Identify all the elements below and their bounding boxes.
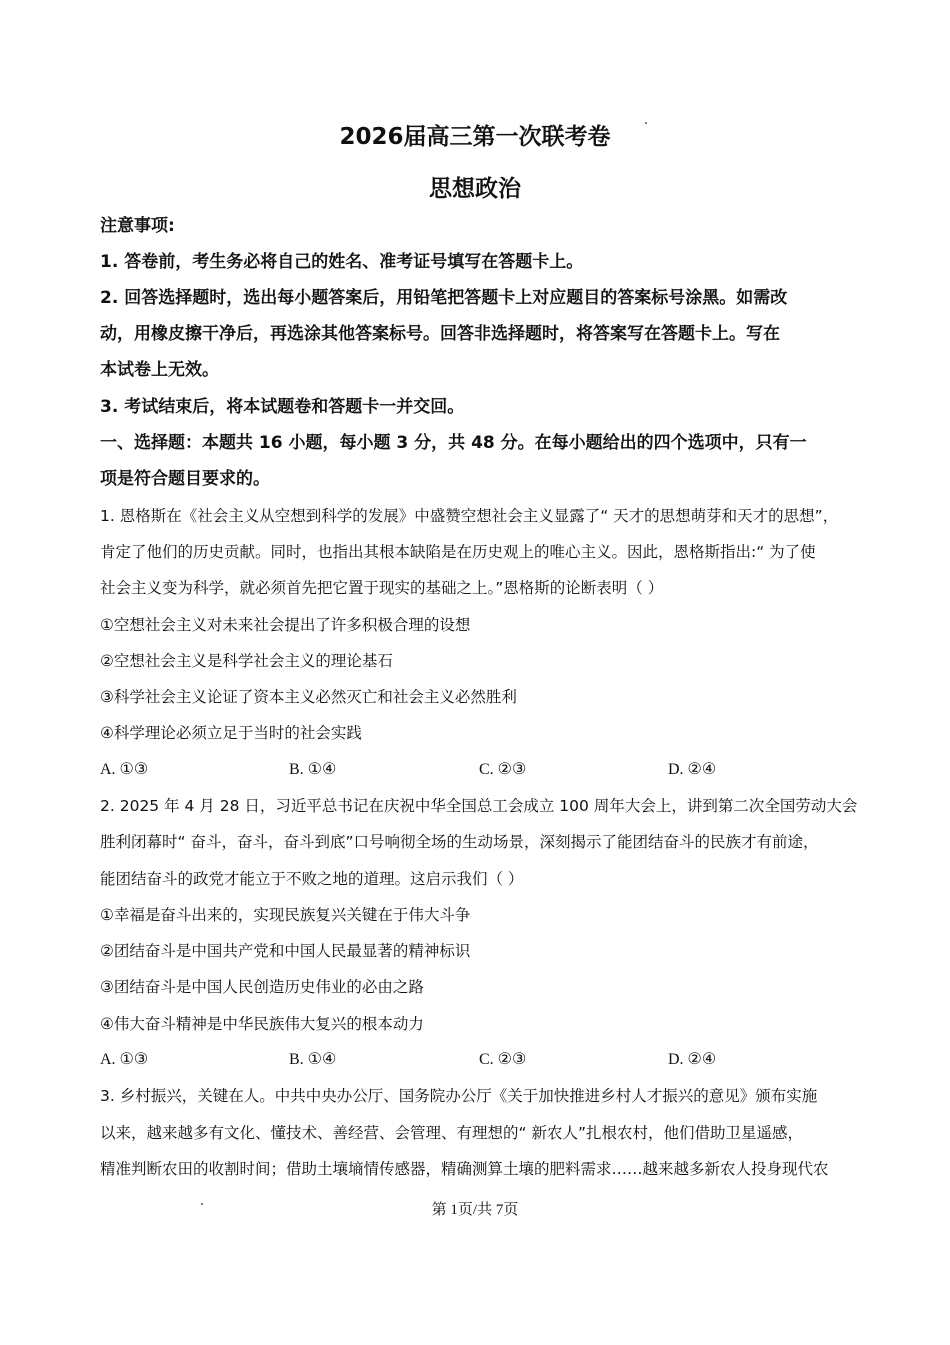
page-number: 第 1页/共 7页 — [431, 1202, 519, 1218]
q2-statement-4: ④伟大奋斗精神是中华民族伟大复兴的根本动力 — [100, 1015, 424, 1033]
section-heading-line-2: 项是符合题目要求的。 — [100, 469, 270, 489]
exam-title: 2026届高三第一次联考卷 — [339, 124, 611, 150]
speck-mark — [645, 122, 647, 124]
q2-stem-line-3: 能团结奋斗的政党才能立于不败之地的道理。这启示我们（ ） — [100, 870, 524, 888]
q2-stem-line-2: 胜利闭幕时“ 奋斗，奋斗，奋斗到底”口号响彻全场的生动场景，深刻揭示了能团结奋斗的民族才有前途， — [100, 833, 819, 851]
notice-item-1: 1. 答卷前，考生务必将自己的姓名、准考证号填写在答题卡上。 — [100, 252, 584, 272]
q1-option-b: B. ①④ — [289, 761, 337, 778]
q2-option-a: A. ①③ — [100, 1051, 149, 1068]
q1-statement-2: ②空想社会主义是科学社会主义的理论基石 — [100, 652, 393, 670]
notice-item-2-line-3: 本试卷上无效。 — [100, 360, 219, 380]
q2-statement-1: ①幸福是奋斗出来的，实现民族复兴关键在于伟大斗争 — [100, 906, 471, 924]
q2-statement-3: ③团结奋斗是中国人民创造历史伟业的必由之路 — [100, 978, 424, 996]
q2-option-d: D. ②④ — [668, 1051, 717, 1068]
q3-stem-line-1: 3. 乡村振兴，关键在人。中共中央办公厅、国务院办公厅《关于加快推进乡村人才振兴的意见》颁布实施 — [100, 1087, 818, 1105]
notice-heading: 注意事项: — [100, 216, 175, 236]
subject-title: 思想政治 — [429, 176, 521, 202]
q1-option-c: C. ②③ — [479, 761, 527, 778]
notice-item-2-line-2: 动，用橡皮擦干净后，再选涂其他答案标号。回答非选择题时，将答案写在答题卡上。写在 — [100, 324, 780, 344]
q1-stem-line-3: 社会主义变为科学，就必须首先把它置于现实的基础之上。”恩格斯的论断表明（ ） — [100, 579, 664, 597]
q1-stem-line-1: 1. 恩格斯在《社会主义从空想到科学的发展》中盛赞空想社会主义显露了“ 天才的思想萌芽和天才的思想”， — [100, 507, 839, 525]
q1-statement-3: ③科学社会主义论证了资本主义必然灭亡和社会主义必然胜利 — [100, 688, 517, 706]
q3-stem-line-2: 以来，越来越多有文化、懂技术、善经营、会管理、有理想的“ 新农人”扎根农村，他们借助卫星遥感， — [100, 1124, 803, 1142]
q2-stem-line-1: 2. 2025 年 4 月 28 日，习近平总书记在庆祝中华全国总工会成立 100 周年大会上，讲到第二次全国劳动大会 — [100, 797, 858, 815]
q1-option-d: D. ②④ — [668, 761, 717, 778]
q2-option-c: C. ②③ — [479, 1051, 527, 1068]
q2-statement-2: ②团结奋斗是中国共产党和中国人民最显著的精神标识 — [100, 942, 471, 960]
q1-option-a: A. ①③ — [100, 761, 149, 778]
q1-statement-4: ④科学理论必须立足于当时的社会实践 — [100, 724, 362, 742]
q2-option-b: B. ①④ — [289, 1051, 337, 1068]
q3-stem-line-3: 精准判断农田的收割时间；借助土壤墒情传感器，精确测算土壤的肥料需求……越来越多新农人投身现代农 — [100, 1160, 829, 1178]
notice-item-3: 3. 考试结束后，将本试题卷和答题卡一并交回。 — [100, 397, 465, 417]
q1-stem-line-2: 肯定了他们的历史贡献。同时，也指出其根本缺陷是在历史观上的唯心主义。因此，恩格斯指出:“ 为了使 — [100, 543, 816, 561]
notice-item-2-line-1: 2. 回答选择题时，选出每小题答案后，用铅笔把答题卡上对应题目的答案标号涂黑。如需改 — [100, 288, 788, 308]
q1-statement-1: ①空想社会主义对未来社会提出了许多积极合理的设想 — [100, 616, 471, 634]
section-heading-line-1: 一、选择题：本题共 16 小题，每小题 3 分，共 48 分。在每小题给出的四个选项中，只有一 — [100, 433, 807, 453]
